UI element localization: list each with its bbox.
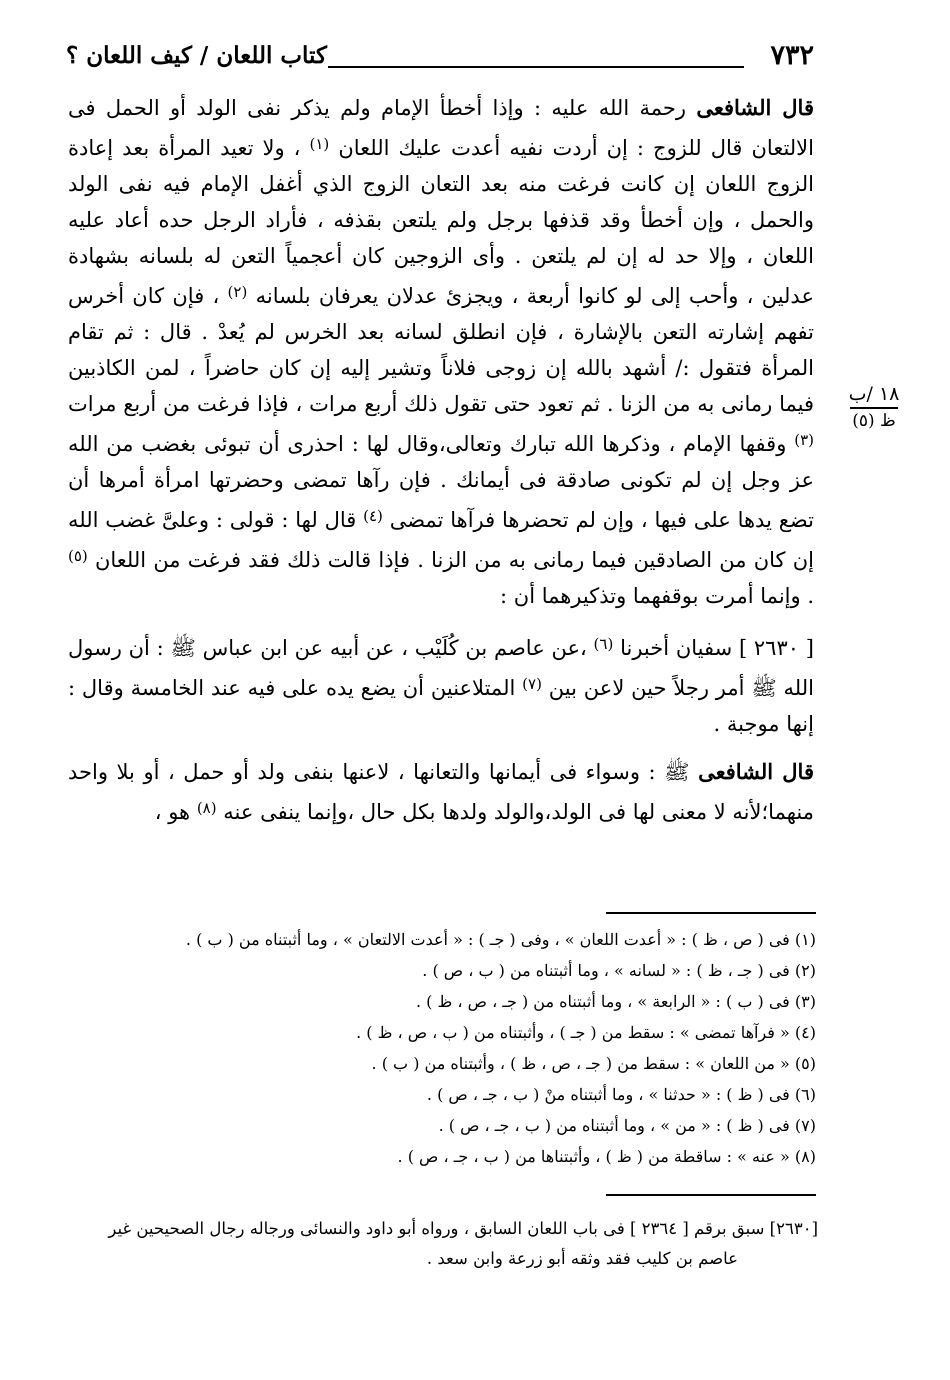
text-run: ،عن عاصم بن كُلَيْب ، عن أبيه عن ابن عباس ﷺ : أن رسول الله ﷺ أمر رجلاً حين لاعن بين	[68, 636, 814, 700]
footnote-item: (٤) « فرآها تمضى » : سقط من ( جـ ) ، وأثبتناه من ( ب ، ص ، ظ ) .	[356, 1023, 816, 1042]
footnote-marker: (٤)	[363, 507, 383, 525]
takhrij-line: عاصم بن كليب فقد وثقه أبو زرعة وابن سعد .	[426, 1249, 738, 1268]
text-run: ﷺ : وسواء فى أيمانها والتعانها ، لاعنها بنفى ولد أو حمل ، أو بلا واحد منهما؛لأنه لا معنى لها فى الولد،والولد ولدها بكل حال ،وإنما ينفى عنه	[68, 760, 814, 824]
text-run: ، ولا تعيد المرأة بعد إعادة الزوج اللعان إن كانت فرغت منه بعد التعان الزوج الذي أغفل الإمام فيه نفى الولد والحمل ، وإن أخطأ وقد قذفها برجل ولم يلتعن بقذفه ، فأراد الرجل حده أعاد عليه اللعان ، وإلا حد له إن لم يلتعن . وأى الزوجين كان أعجمياً التعن له بلسانه بشهادة عدلين ، وأحب إلى لو كانوا أربعة ، ويجزئ عدلان يعرفان بلسانه	[68, 136, 814, 308]
footnote-marker: (٣)	[794, 431, 814, 449]
paragraph-hadith-2630	[68, 626, 814, 742]
speaker-label: قال الشافعى	[698, 759, 814, 784]
footnote-item: (٥) « من اللعان » : سقط من ( جـ ، ص ، ظ ) ، وأثبتناه من ( ب ) .	[371, 1054, 816, 1073]
text-run: وقفها الإمام ، وذكرها الله تبارك وتعالى،وقال لها : احذرى أن تبوئى بغضب من الله عز وجل إن لم تكونى صادقة فى أيمانك . فإن رآها تمضى وحضرتها امرأة أمرها أن تضع يدها على فيها ، وإن لم تحضرها فرآها تمضى	[68, 432, 814, 532]
footnote-item: (٣) فى ( ب ) : « الرابعة » ، وما أثبتناه من ( جـ ، ص ، ظ ) .	[416, 992, 816, 1011]
footnote-rule	[606, 912, 816, 914]
takhrij-note	[66, 1214, 818, 1274]
running-title: كتاب اللعان / كيف اللعان ؟	[66, 42, 327, 69]
paragraph-shafii-1	[68, 90, 814, 614]
footnote-item: (٢) فى ( جـ ، ظ ) : « لسانه » ، وما أثبتناه من ( ب ، ص ) .	[422, 961, 816, 980]
footnote-item: (٦) فى ( ظ ) : « حدثنا » ، وما أثبتناه منْ ( ب ، جـ ، ص ) .	[426, 1085, 816, 1104]
page-number: ٧٣٢	[770, 40, 814, 71]
manuscript-margin-reference	[838, 384, 910, 431]
footnote-marker: (١)	[309, 135, 330, 153]
text-run: . وإنما أمرت بوقفهما وتذكيرهما أن :	[500, 584, 814, 608]
header-rule	[328, 66, 744, 68]
text-run: ، فإن كان أخرس تفهم إشارته التعن بالإشارة ، فإن انطلق لسانه بعد الخرس لم يُعدْ . قال : ثم تقام المرأة فتقول :/ أشهد بالله إن زوجى فلاناً وتشير إليه إن كان حاضراً ، لمن الكاذبين فيما رمانى به من الزنا . ثم تعود حتى تقول ذلك أربع مرات ، فإذا فرغت من أربع مرات	[68, 284, 814, 416]
main-text	[68, 90, 814, 842]
footnotes	[140, 924, 816, 1172]
footnote-marker: (٧)	[522, 675, 542, 693]
speaker-label: قال الشافعى	[696, 95, 814, 120]
footnote-item: (٨) « عنه » : ساقطة من ( ظ ) ، وأثبتناها من ( ب ، جـ ، ص ) .	[397, 1147, 816, 1166]
takhrij-rule	[606, 1194, 816, 1196]
footnote-marker: (٨)	[196, 799, 217, 817]
manuscript-reference: ظ (٥)	[852, 411, 896, 431]
footnote-item: (١) فى ( ص ، ظ ) : « أعدت اللعان » ، وفى ( جـ ) : « أعدت الالتعان » ، وما أثبتناه من ( ب ) .	[185, 930, 816, 949]
folio-reference: ١٨ /ب	[848, 383, 900, 405]
footnote-item: (٧) فى ( ظ ) : « من » ، وما أثبتناه من ( ب ، جـ ، ص ) .	[438, 1116, 816, 1135]
text-run: المتلاعنين أن يضع يده على فيه عند الخامسة وقال : إنها موجبة .	[68, 676, 814, 736]
paragraph-shafii-2	[68, 754, 814, 830]
footnote-marker: (٥)	[68, 547, 88, 565]
text-run: [ ٢٦٣٠ ] سفيان أخبرنا	[613, 636, 814, 660]
text-run: هو ،	[154, 800, 197, 824]
page-header	[66, 36, 814, 76]
takhrij-line: [٢٦٣٠] سبق برقم [ ٢٣٦٤ ] فى باب اللعان السابق ، ورواه أبو داود والنسائى ورجاله رجال الصحيحين غير	[108, 1219, 818, 1238]
footnote-marker: (٢)	[227, 283, 248, 301]
text-run: رحمة الله عليه : وإذا أخطأ الإمام ولم يذكر نفى الولد أو الحمل فى الالتعان قال للزوج : إن أردت نفيه أعدت عليك اللعان	[68, 96, 814, 160]
text-run: قال لها : قولى : وعلىَّ غضب الله إن كان من الصادقين فيما رمانى به من الزنا . فإذا قالت ذلك فقد فرغت من اللعان	[68, 508, 815, 572]
margin-reference-rule	[850, 407, 898, 409]
footnote-marker: (٦)	[593, 635, 614, 653]
